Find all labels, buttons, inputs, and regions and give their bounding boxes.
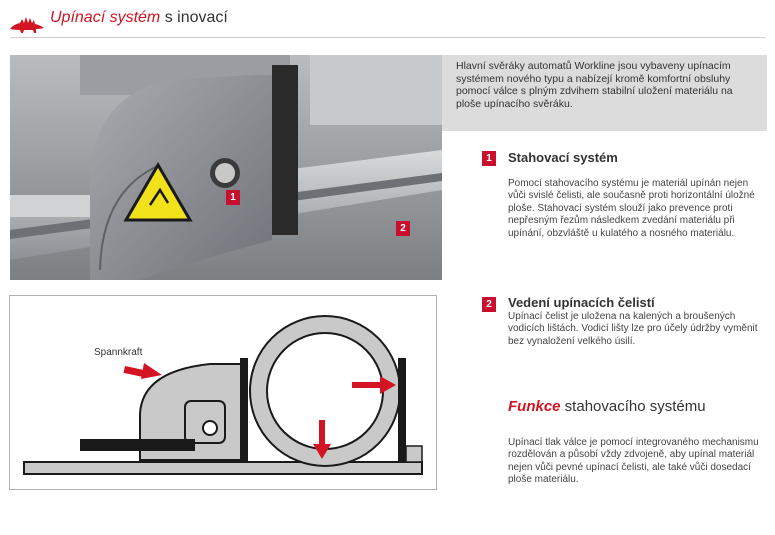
- header-divider: [10, 37, 766, 38]
- photo-badge-1: 1: [226, 190, 240, 205]
- funkce-title: Funkce stahovacího systému: [508, 398, 706, 415]
- clamping-diagram-drawing: [10, 296, 437, 490]
- section2-title: Vedení upínacích čelistí: [508, 295, 655, 310]
- section1-badge: 1: [482, 151, 496, 166]
- clamping-diagram: [9, 295, 437, 490]
- intro-box: [442, 55, 767, 131]
- page-title: Upínací systém s inovací: [50, 9, 228, 26]
- clamping-force-arrow-icon: [124, 363, 162, 379]
- intro-text: Hlavní svěráky automatů Workline jsou vybaveny upínacím systémem nového typu a nabízejí kromě komfortní obsluhy pomocí válce s plným zdvihem stabilní uložení materiálu na ploše upínacího svěráku.: [456, 60, 733, 110]
- photo-badge-2: 2: [396, 221, 410, 236]
- section2-body: Upínací čelist je uložena na kalených a broušených vodicích lištách. Vodicí lišty lze pro účely údržby vyměnit bez vynaložení velkého úsilí.: [508, 311, 758, 347]
- section1-body: Pomocí stahovacího systému je materiál upínán nejen vůči svislé čelisti, ale současně proti horizontální úložné ploše. Stahovací systém slouží jako prevence proti nepřesným řezům následkem zvedání materiálu při upínání, obzvláště u kulatého a nosného materiálu.: [508, 178, 755, 239]
- funkce-body: Upínací tlak válce je pomocí integrovaného mechanismu rozdělován a působí vždy zdvojeně, aby upínal materiál nejen vůči pevné upínací čelisti, ale také vůči dosedací ploše materiálu.: [508, 437, 759, 486]
- vise-photo-illustration: [10, 55, 442, 280]
- section1-title: Stahovací systém: [508, 150, 618, 165]
- vise-photo: [10, 55, 442, 280]
- stegosaurus-logo-icon: [8, 12, 46, 36]
- spannkraft-label: Spannkraft: [94, 347, 143, 358]
- section2-badge: 2: [482, 297, 496, 312]
